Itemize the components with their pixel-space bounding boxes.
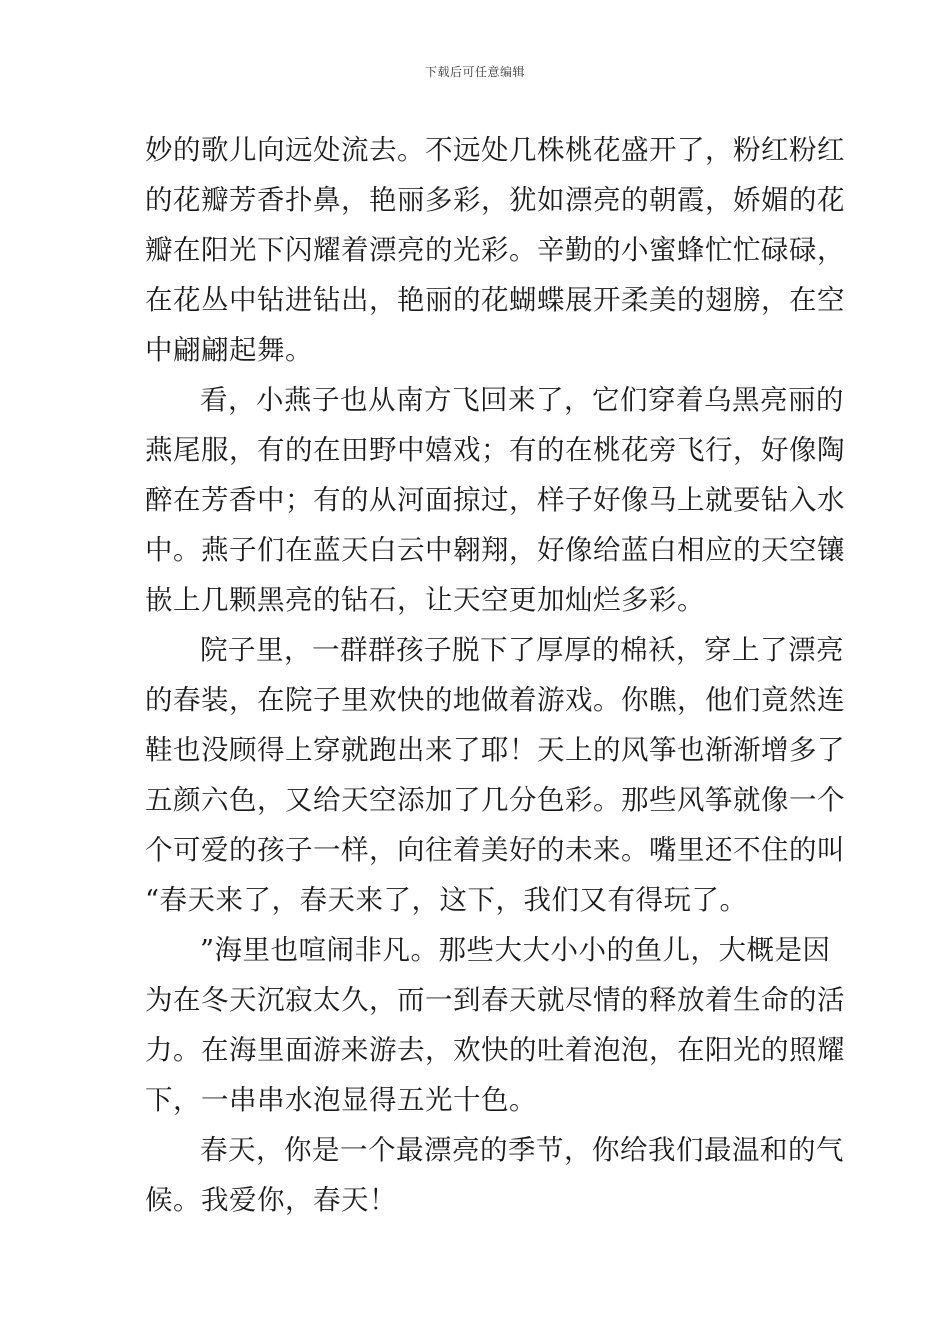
text-line: ”海里也喧闹非凡。那些大大小小的鱼儿，大概是因 xyxy=(200,934,831,966)
page-header: 下载后可任意编辑 xyxy=(424,65,525,79)
text-line: 醉在芳香中；有的从河面掠过，样子好像马上就要钻入水 xyxy=(145,484,845,516)
text-line: 鞋也没顾得上穿就跑出来了耶！天上的风筝也渐渐增多了 xyxy=(145,734,845,766)
text-line: 中。燕子们在蓝天白云中翱翔，好像给蓝白相应的天空镶 xyxy=(145,534,845,566)
text-line: 个可爱的孩子一样，向往着美好的未来。嘴里还不住的叫 xyxy=(145,834,845,866)
text-line: 的花瓣芳香扑鼻，艳丽多彩，犹如漂亮的朝霞，娇媚的花 xyxy=(145,184,845,216)
text-line: 看，小燕子也从南方飞回来了，它们穿着乌黑亮丽的 xyxy=(200,384,844,416)
text-line: 妙的歌儿向远处流去。不远处几株桃花盛开了，粉红粉红 xyxy=(145,134,845,166)
document-body xyxy=(145,125,845,1225)
text-line: 在花丛中钻进钻出，艳丽的花蝴蝶展开柔美的翅膀，在空 xyxy=(145,284,845,316)
text-line: 中翩翩起舞。 xyxy=(145,334,313,366)
text-line: 院子里，一群群孩子脱下了厚厚的棉袄，穿上了漂亮 xyxy=(200,634,844,666)
text-line: 瓣在阳光下闪耀着漂亮的光彩。辛勤的小蜜蜂忙忙碌碌， xyxy=(145,234,845,266)
text-line: 春天，你是一个最漂亮的季节，你给我们最温和的气 xyxy=(200,1134,844,1166)
text-line: 嵌上几颗黑亮的钻石，让天空更加灿烂多彩。 xyxy=(145,584,705,616)
text-line: 五颜六色，又给天空添加了几分色彩。那些风筝就像一个 xyxy=(145,784,845,816)
text-line: 候。我爱你，春天！ xyxy=(145,1184,397,1216)
text-line: 的春装，在院子里欢快的地做着游戏。你瞧，他们竟然连 xyxy=(145,684,845,716)
text-line: 为在冬天沉寂太久，而一到春天就尽情的释放着生命的活 xyxy=(145,984,845,1016)
text-line: 下，一串串水泡显得五光十色。 xyxy=(145,1084,537,1116)
text-line: 燕尾服，有的在田野中嬉戏；有的在桃花旁飞行，好像陶 xyxy=(145,434,845,466)
text-line: “春天来了，春天来了，这下，我们又有得玩了。 xyxy=(145,884,748,916)
text-line: 力。在海里面游来游去，欢快的吐着泡泡，在阳光的照耀 xyxy=(145,1034,845,1066)
